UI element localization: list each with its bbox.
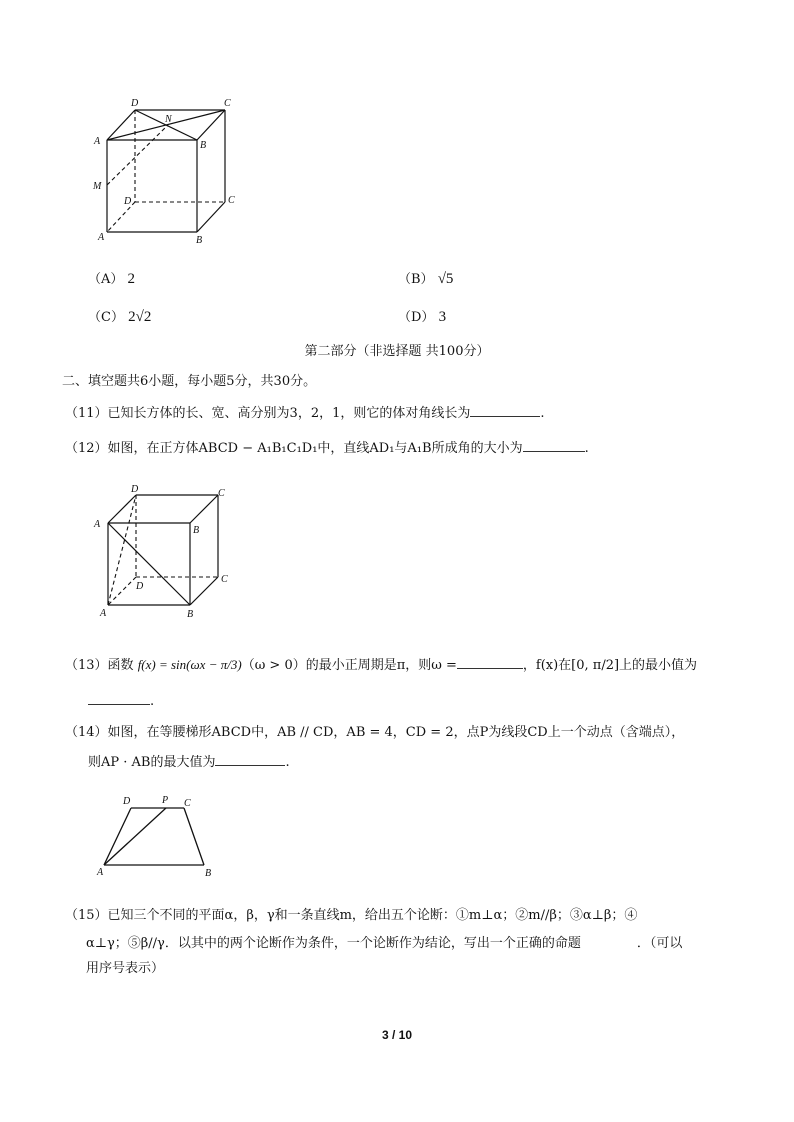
q11-text: （11）已知长方体的长、宽、高分别为3，2，1，则它的体对角线长为 — [65, 406, 471, 421]
label-b: B — [196, 235, 203, 245]
label-a: A — [97, 867, 104, 878]
q13-end: . — [150, 694, 155, 709]
q11-answer-blank[interactable] — [470, 404, 540, 417]
label-c1: C — [218, 488, 225, 499]
option-d-value: 3 — [438, 309, 447, 325]
q12-answer-blank[interactable] — [523, 439, 585, 452]
option-b-label: （B） — [398, 272, 434, 287]
question-15-line2 — [86, 934, 682, 953]
q13-mid: ，f(x)在[0, π/2]上的最小值为 — [522, 658, 698, 673]
question-11 — [65, 404, 545, 423]
label-c: C — [184, 798, 191, 809]
label-a1: A — [94, 519, 101, 530]
q15-line2-end: ．（可以 — [636, 936, 683, 951]
q12-text: （12）如图，在正方体ABCD − A₁B₁C₁D₁中，直线AD₁与A₁B所成角的大小为 — [65, 441, 523, 456]
label-d: D — [136, 581, 144, 592]
q11-end: . — [540, 406, 545, 421]
option-d[interactable] — [398, 308, 446, 327]
question-12 — [65, 439, 589, 458]
question-13 — [65, 656, 697, 675]
label-a1: A — [94, 136, 101, 147]
option-c[interactable] — [88, 308, 151, 327]
label-d1: D — [131, 98, 139, 109]
q14-line2: 则AP · AB的最大值为 — [88, 755, 216, 770]
label-a: A — [100, 608, 107, 619]
q13-condition: （ω > 0）的最小正周期是π，则ω = — [241, 658, 457, 673]
part-intro: 二、填空题共6小题，每小题5分，共30分。 — [62, 374, 317, 389]
q13-answer-blank-1[interactable] — [457, 656, 523, 669]
question-14-line1: （14）如图，在等腰梯形ABCD中，AB // CD，AB = 4，CD = 2，点P为线段CD上一个动点（含端点）， — [65, 725, 685, 740]
q15-answer-blank[interactable] — [581, 934, 637, 947]
option-a-label: （A） — [88, 272, 124, 287]
option-c-value: 2√2 — [128, 309, 152, 325]
label-m: M — [93, 181, 102, 192]
page-number: 3 / 10 — [381, 1028, 413, 1042]
question-14-line2 — [88, 753, 290, 772]
q13-function: f(x) = sin(ωx − π/3) — [137, 657, 242, 672]
question-13-line2 — [88, 692, 154, 711]
label-a: A — [98, 232, 105, 243]
option-b[interactable] — [398, 270, 453, 289]
label-n: N — [165, 114, 172, 125]
option-a[interactable] — [88, 270, 135, 289]
q14-answer-blank[interactable] — [215, 753, 285, 766]
option-b-value: √5 — [437, 271, 454, 287]
section-title: 第二部分（非选择题 共100分） — [304, 344, 490, 359]
question-15-line1: （15）已知三个不同的平面α，β，γ和一条直线m，给出五个论断：①m⊥α；②m//β；③α⊥β；④ — [65, 908, 638, 923]
label-p: P — [162, 795, 169, 806]
figure-trapezoid — [92, 792, 222, 878]
q13-prefix: （13）函数 — [65, 658, 134, 673]
label-b: B — [187, 609, 194, 620]
label-b1: B — [200, 140, 207, 151]
q12-end: . — [584, 441, 589, 456]
option-d-label: （D） — [398, 310, 435, 325]
figure-cube-ad1-a1b — [90, 483, 250, 623]
q15-line2: α⊥γ；⑤β//γ．以其中的两个论断作为条件，一个论断作为结论，写出一个正确的命题 — [86, 936, 581, 951]
label-c: C — [228, 195, 235, 206]
option-a-value: 2 — [127, 271, 136, 287]
label-d: D — [124, 196, 132, 207]
label-b: B — [205, 868, 212, 878]
question-15-line3: 用序号表示） — [86, 961, 165, 976]
option-c-label: （C） — [88, 310, 124, 325]
label-c: C — [221, 574, 228, 585]
label-d: D — [123, 796, 131, 807]
label-b1: B — [193, 525, 200, 536]
label-d1: D — [131, 484, 139, 495]
q13-answer-blank-2[interactable] — [88, 692, 150, 705]
label-c1: C — [224, 98, 231, 109]
figure-cube-mn — [90, 95, 250, 245]
q14-end: . — [285, 755, 290, 770]
